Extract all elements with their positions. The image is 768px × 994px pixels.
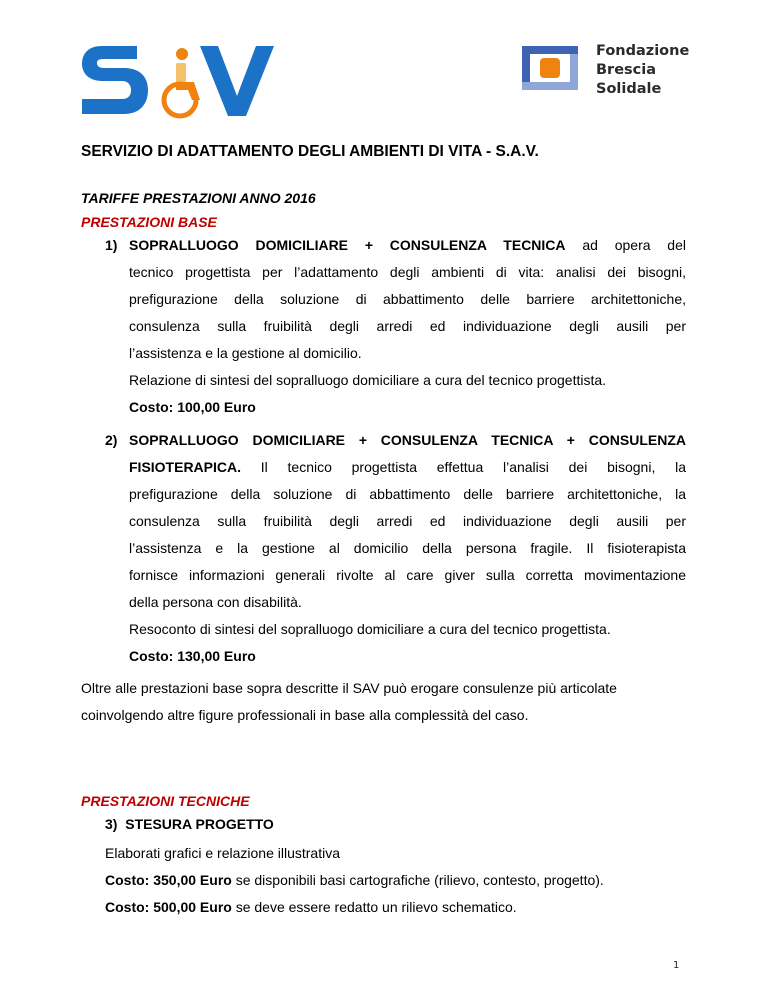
item-line: Resoconto di sintesi del sopralluogo domiciliare a cura del tecnico progettista. xyxy=(129,621,611,637)
sav-logo xyxy=(82,40,278,122)
foundation-name-line2: Brescia xyxy=(596,62,657,78)
foundation-name-line1: Fondazione xyxy=(596,43,690,59)
foundation-name-line3: Solidale xyxy=(596,81,662,97)
service-item-3-cost1: Costo: 350,00 Euro se disponibili basi cartografiche (rilievo, contesto, progetto). xyxy=(105,872,604,888)
service-item-1: 1) SOPRALLUOGO DOMICILIARE + CONSULENZA TECNICA ad opera del tecnico progettista per l’adattamento degli ambienti di vita: analisi dei bisogni, prefigurazione della soluzione di abbattimento delle barriere architettoniche, consulenza sulla fruibilità degli arredi ed individuazione degli ausili per l’assistenza e la gestione al domicilio. Relazione di sintesi del sopralluogo domiciliare a cura del tecnico progettista. Costo: 100,00 Euro xyxy=(129,232,686,421)
service-item-2: 2) SOPRALLUOGO DOMICILIARE + CONSULENZA TECNICA + CONSULENZA FISIOTERAPICA. Il tecnico progettista effettua l’analisi dei bisogni, la prefigurazione della soluzione di abbattimento delle barriere architettoniche, la consulenza sulla fruibilità degli arredi ed individuazione degli ausili per l’assistenza e la gestione al domicilio della persona fragile. Il fisioterapista fornisce informazioni generali rivolte al care giver sulla corretta movimentazione della persona con disabilità. Resoconto di sintesi del sopralluogo domiciliare a cura del tecnico progettista. Costo: 130,00 Euro xyxy=(129,427,686,670)
tariffs-heading: TARIFFE PRESTAZIONI ANNO 2016 xyxy=(81,190,316,206)
item-number: 2) xyxy=(105,432,118,448)
item-line: fornisce informazioni generali rivolte al care giver sulla corretta movimentazione xyxy=(129,567,686,583)
item-line: tecnico progettista per l’adattamento degli ambienti di vita: analisi dei bisogni, xyxy=(129,264,686,280)
item-line: della persona con disabilità. xyxy=(129,594,302,610)
item-line: l’assistenza e la gestione al domicilio. xyxy=(129,345,362,361)
item-line: Relazione di sintesi del sopralluogo domiciliare a cura del tecnico progettista. xyxy=(129,372,607,388)
item-cost: Costo: 130,00 Euro xyxy=(129,648,256,664)
foundation-logo-icon xyxy=(518,42,582,94)
item-title: SOPRALLUOGO DOMICILIARE + CONSULENZA TECNICA xyxy=(129,237,566,253)
paragraph-line: Oltre alle prestazioni base sopra descritte il SAV può erogare consulenze più articolate xyxy=(81,680,617,696)
service-item-3-title: 3) STESURA PROGETTO xyxy=(105,816,274,832)
item-line: l’assistenza e la gestione al domicilio della persona fragile. Il fisioterapista xyxy=(129,540,686,556)
info-paragraph xyxy=(81,675,688,729)
paragraph-line: coinvolgendo altre figure professionali in base alla complessità del caso. xyxy=(81,707,529,723)
base-services-heading: PRESTAZIONI BASE xyxy=(81,214,217,230)
document-title: SERVIZIO DI ADATTAMENTO DEGLI AMBIENTI DI VITA - S.A.V. xyxy=(81,143,539,160)
item-line: consulenza sulla fruibilità degli arredi ed individuazione degli ausili per xyxy=(129,513,686,529)
item-line: prefigurazione della soluzione di abbattimento delle barriere architettoniche, xyxy=(129,291,686,307)
item-number: 1) xyxy=(105,237,118,253)
item-title: SOPRALLUOGO DOMICILIARE + CONSULENZA TECNICA + CONSULENZA xyxy=(129,432,686,448)
item-line: consulenza sulla fruibilità degli arredi ed individuazione degli ausili per xyxy=(129,318,686,334)
item-line: prefigurazione della soluzione di abbattimento delle barriere architettoniche, la xyxy=(129,486,686,502)
technical-services-heading: PRESTAZIONI TECNICHE xyxy=(81,793,250,809)
item-cost: Costo: 100,00 Euro xyxy=(129,399,256,415)
page-number: 1 xyxy=(673,960,680,971)
foundation-logo xyxy=(518,40,688,102)
service-item-3-cost2: Costo: 500,00 Euro se deve essere redatto un rilievo schematico. xyxy=(105,899,517,915)
service-item-3-desc: Elaborati grafici e relazione illustrativa xyxy=(105,845,340,861)
